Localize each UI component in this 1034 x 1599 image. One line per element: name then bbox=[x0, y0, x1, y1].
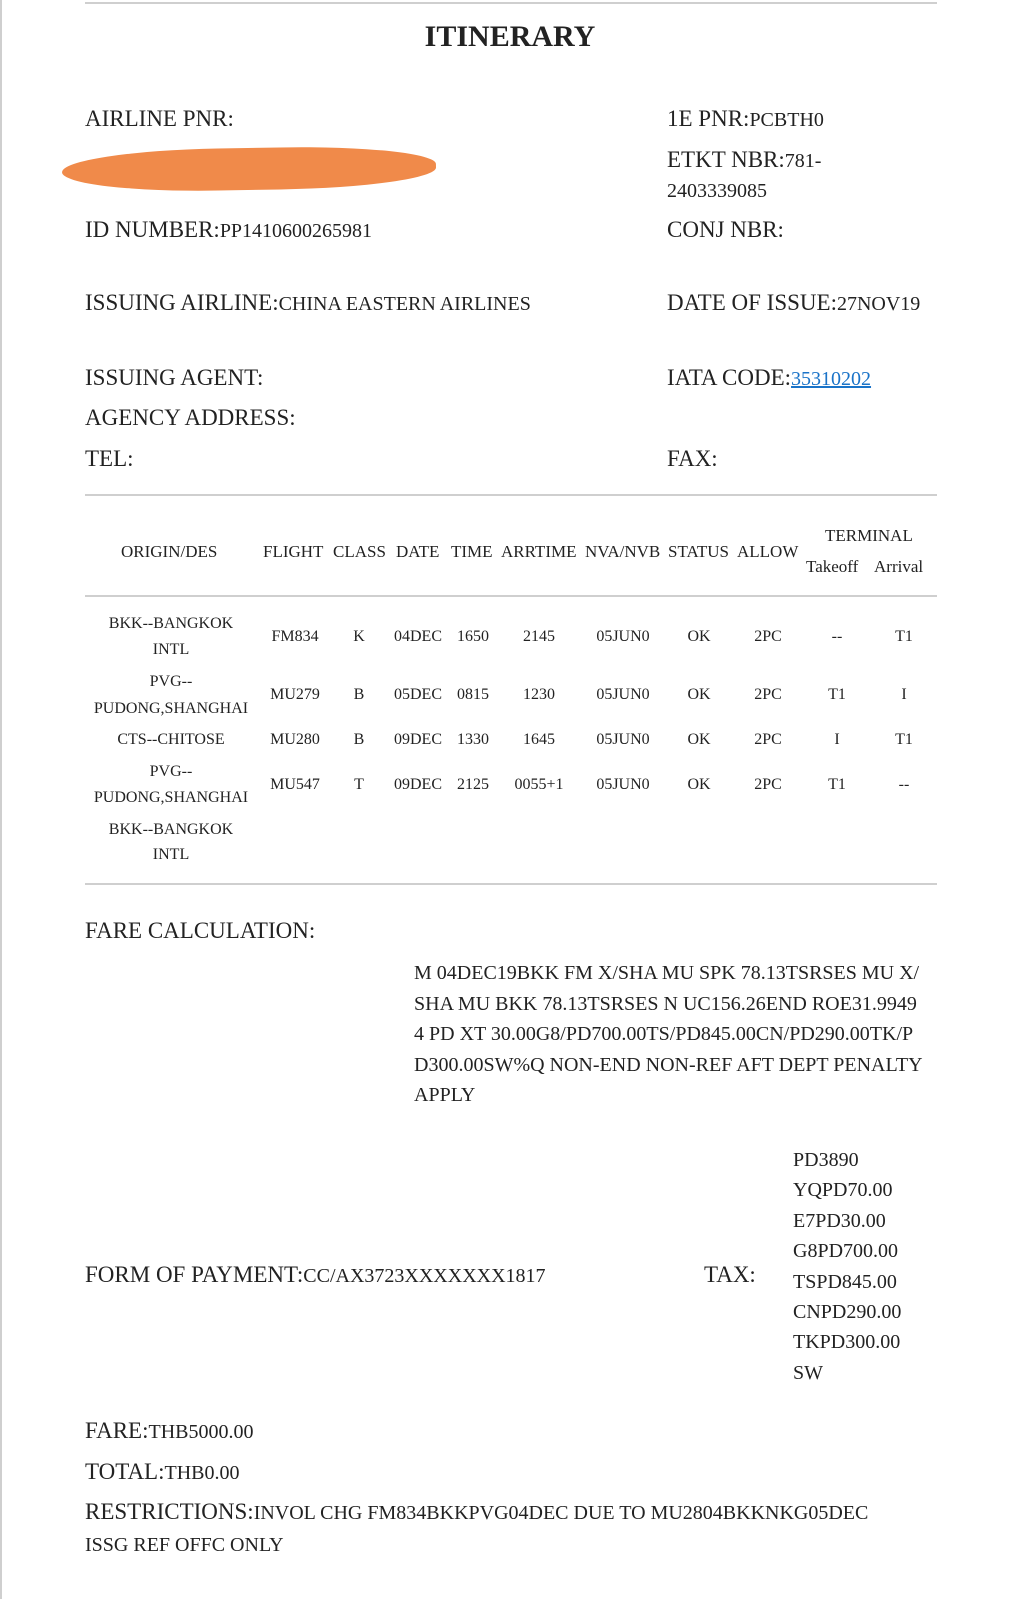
tax-item: PD3890 bbox=[793, 1149, 859, 1171]
fare-label: FARE: bbox=[85, 1418, 149, 1443]
row-flight: MU280 bbox=[270, 731, 320, 748]
row-nva: 05JUN0 bbox=[596, 686, 650, 703]
tax-breakdown-list bbox=[793, 1145, 901, 1388]
tax-item: SW bbox=[793, 1361, 823, 1384]
row-arrtime: 1230 bbox=[523, 686, 555, 703]
iata-code-label: IATA CODE: bbox=[667, 365, 792, 390]
col-flight-header: FLIGHT bbox=[263, 542, 324, 561]
row-origin-line1: BKK--BANGKOK bbox=[108, 615, 234, 632]
form-of-payment-label: FORM OF PAYMENT: bbox=[85, 1262, 304, 1287]
row-time: 1330 bbox=[457, 731, 489, 748]
row-origin-line1: PVG-- bbox=[149, 763, 193, 780]
date-of-issue-label: DATE OF ISSUE: bbox=[667, 290, 837, 315]
fare-value: THB5000.00 bbox=[148, 1421, 254, 1443]
row-time: 0815 bbox=[457, 686, 489, 703]
document-title: ITINERARY bbox=[424, 20, 596, 53]
row-arrtime: 0055+1 bbox=[514, 776, 564, 793]
issuing-airline-field bbox=[85, 290, 531, 316]
etkt-label: ETKT NBR: bbox=[667, 147, 785, 172]
row-origin-line1: PVG-- bbox=[149, 673, 193, 690]
airline-pnr-label: AIRLINE PNR: bbox=[85, 106, 234, 131]
total-field bbox=[85, 1459, 240, 1485]
row-class: B bbox=[353, 731, 365, 748]
page-left-edge bbox=[0, 0, 2, 1599]
row-class: K bbox=[353, 628, 365, 645]
row-status: OK bbox=[687, 776, 711, 793]
row-status: OK bbox=[687, 731, 711, 748]
row-date: 09DEC bbox=[394, 731, 442, 748]
top-rule bbox=[85, 2, 937, 4]
row-class: T bbox=[354, 776, 364, 793]
col-arrtime-header: ARRTIME bbox=[501, 542, 577, 561]
total-label: TOTAL: bbox=[85, 1459, 165, 1484]
tax-item: TSPD845.00 bbox=[793, 1270, 897, 1293]
conj-nbr-label: CONJ NBR: bbox=[667, 217, 784, 242]
row-takeoff-terminal: I bbox=[834, 731, 840, 748]
row-flight: MU279 bbox=[270, 686, 320, 703]
restrictions-value: INVOL CHG FM834BKKPVG04DEC DUE TO MU2804BKKNKG05DEC bbox=[253, 1502, 869, 1524]
date-of-issue-value: 27NOV19 bbox=[836, 293, 921, 315]
redaction-mark bbox=[62, 145, 437, 194]
final-destination-line2: INTL bbox=[152, 846, 190, 863]
pnr-1e-label: 1E PNR: bbox=[667, 106, 750, 131]
restrictions-line2: ISSG REF OFFC ONLY bbox=[85, 1534, 284, 1556]
etkt-field bbox=[667, 147, 821, 173]
id-number-label: ID NUMBER: bbox=[85, 217, 220, 242]
row-arrival-terminal: I bbox=[901, 686, 907, 703]
row-time: 2125 bbox=[457, 776, 489, 793]
row-allow: 2PC bbox=[754, 731, 782, 748]
fare-calculation-label: FARE CALCULATION: bbox=[85, 918, 316, 943]
iata-code-field bbox=[667, 365, 871, 391]
row-time: 1650 bbox=[457, 628, 489, 645]
restrictions-field bbox=[85, 1499, 868, 1525]
tel-label: TEL: bbox=[85, 446, 134, 471]
row-origin-line2: PUDONG,SHANGHAI bbox=[93, 700, 249, 717]
row-takeoff-terminal: T1 bbox=[828, 686, 846, 703]
id-number-field bbox=[85, 217, 372, 243]
tax-item: G8PD700.00 bbox=[793, 1240, 899, 1263]
row-date: 05DEC bbox=[394, 686, 442, 703]
etkt-value-line2: 2403339085 bbox=[667, 180, 767, 202]
col-date-header: DATE bbox=[396, 542, 440, 561]
col-takeoff-header: Takeoff bbox=[806, 557, 859, 576]
restrictions-label: RESTRICTIONS: bbox=[85, 1499, 254, 1524]
date-of-issue-field bbox=[667, 290, 920, 316]
row-arrival-terminal: T1 bbox=[895, 628, 913, 645]
row-status: OK bbox=[687, 628, 711, 645]
col-origin-header: ORIGIN/DES bbox=[121, 542, 218, 561]
row-nva: 05JUN0 bbox=[596, 628, 650, 645]
row-arrival-terminal: T1 bbox=[895, 731, 913, 748]
iata-code-link[interactable]: 35310202 bbox=[791, 368, 872, 390]
etkt-value-line1: 781- bbox=[784, 150, 822, 172]
row-class: B bbox=[353, 686, 365, 703]
total-value: THB0.00 bbox=[164, 1462, 240, 1484]
row-origin-line1: CTS--CHITOSE bbox=[117, 731, 225, 748]
issuing-airline-value: CHINA EASTERN AIRLINES bbox=[278, 293, 531, 315]
table-header-divider bbox=[85, 595, 937, 597]
tax-item: E7PD30.00 bbox=[793, 1209, 886, 1232]
row-takeoff-terminal: -- bbox=[831, 628, 843, 645]
row-date: 04DEC bbox=[394, 628, 442, 645]
col-status-header: STATUS bbox=[668, 542, 729, 561]
fax-label: FAX: bbox=[667, 446, 718, 471]
row-nva: 05JUN0 bbox=[596, 776, 650, 793]
col-arrival-header: Arrival bbox=[874, 557, 924, 576]
row-takeoff-terminal: T1 bbox=[828, 776, 846, 793]
row-date: 09DEC bbox=[394, 776, 442, 793]
tax-item: CNPD290.00 bbox=[793, 1301, 902, 1324]
id-number-value: PP1410600265981 bbox=[219, 220, 373, 242]
agency-address-label: AGENCY ADDRESS: bbox=[85, 405, 296, 430]
issuing-airline-label: ISSUING AIRLINE: bbox=[85, 290, 279, 315]
row-flight: MU547 bbox=[270, 776, 320, 793]
row-allow: 2PC bbox=[754, 776, 782, 793]
row-allow: 2PC bbox=[754, 628, 782, 645]
tax-item: YQPD70.00 bbox=[793, 1179, 893, 1202]
col-allow-header: ALLOW bbox=[737, 542, 799, 561]
col-nva-header: NVA/NVB bbox=[585, 542, 661, 561]
row-nva: 05JUN0 bbox=[596, 731, 650, 748]
row-arrival-terminal: -- bbox=[898, 776, 910, 793]
form-of-payment-value: CC/AX3723XXXXXXX1817 bbox=[303, 1265, 546, 1287]
col-time-header: TIME bbox=[451, 542, 493, 561]
row-arrtime: 2145 bbox=[523, 628, 555, 645]
tax-label: TAX: bbox=[704, 1262, 756, 1287]
header-divider bbox=[85, 494, 937, 496]
fare-field bbox=[85, 1418, 253, 1444]
row-flight: FM834 bbox=[271, 628, 319, 645]
row-arrtime: 1645 bbox=[523, 731, 555, 748]
pnr-1e-field bbox=[667, 106, 824, 132]
col-class-header: CLASS bbox=[333, 542, 386, 561]
fare-calculation-text: M 04DEC19BKK FM X/SHA MU SPK 78.13TSRSES MU X/SHA MU BKK 78.13TSRSES N UC156.26END ROE31.99494 PD XT 30.00G8/PD700.00TS/PD845.00CN/PD290.00TK/PD300.00SW%Q NON-END NON-REF AFT DEPT PENALTY APPLY bbox=[414, 962, 922, 1106]
col-terminal-header: TERMINAL bbox=[825, 526, 913, 545]
form-of-payment-field bbox=[85, 1262, 546, 1288]
row-origin-line2: INTL bbox=[152, 641, 190, 658]
row-origin-line2: PUDONG,SHANGHAI bbox=[93, 789, 249, 806]
table-bottom-divider bbox=[85, 883, 937, 885]
final-destination-line1: BKK--BANGKOK bbox=[108, 821, 234, 838]
issuing-agent-label: ISSUING AGENT: bbox=[85, 365, 264, 390]
row-status: OK bbox=[687, 686, 711, 703]
pnr-1e-value: PCBTH0 bbox=[749, 109, 824, 131]
tax-item: TKPD300.00 bbox=[793, 1331, 901, 1354]
row-allow: 2PC bbox=[754, 686, 782, 703]
